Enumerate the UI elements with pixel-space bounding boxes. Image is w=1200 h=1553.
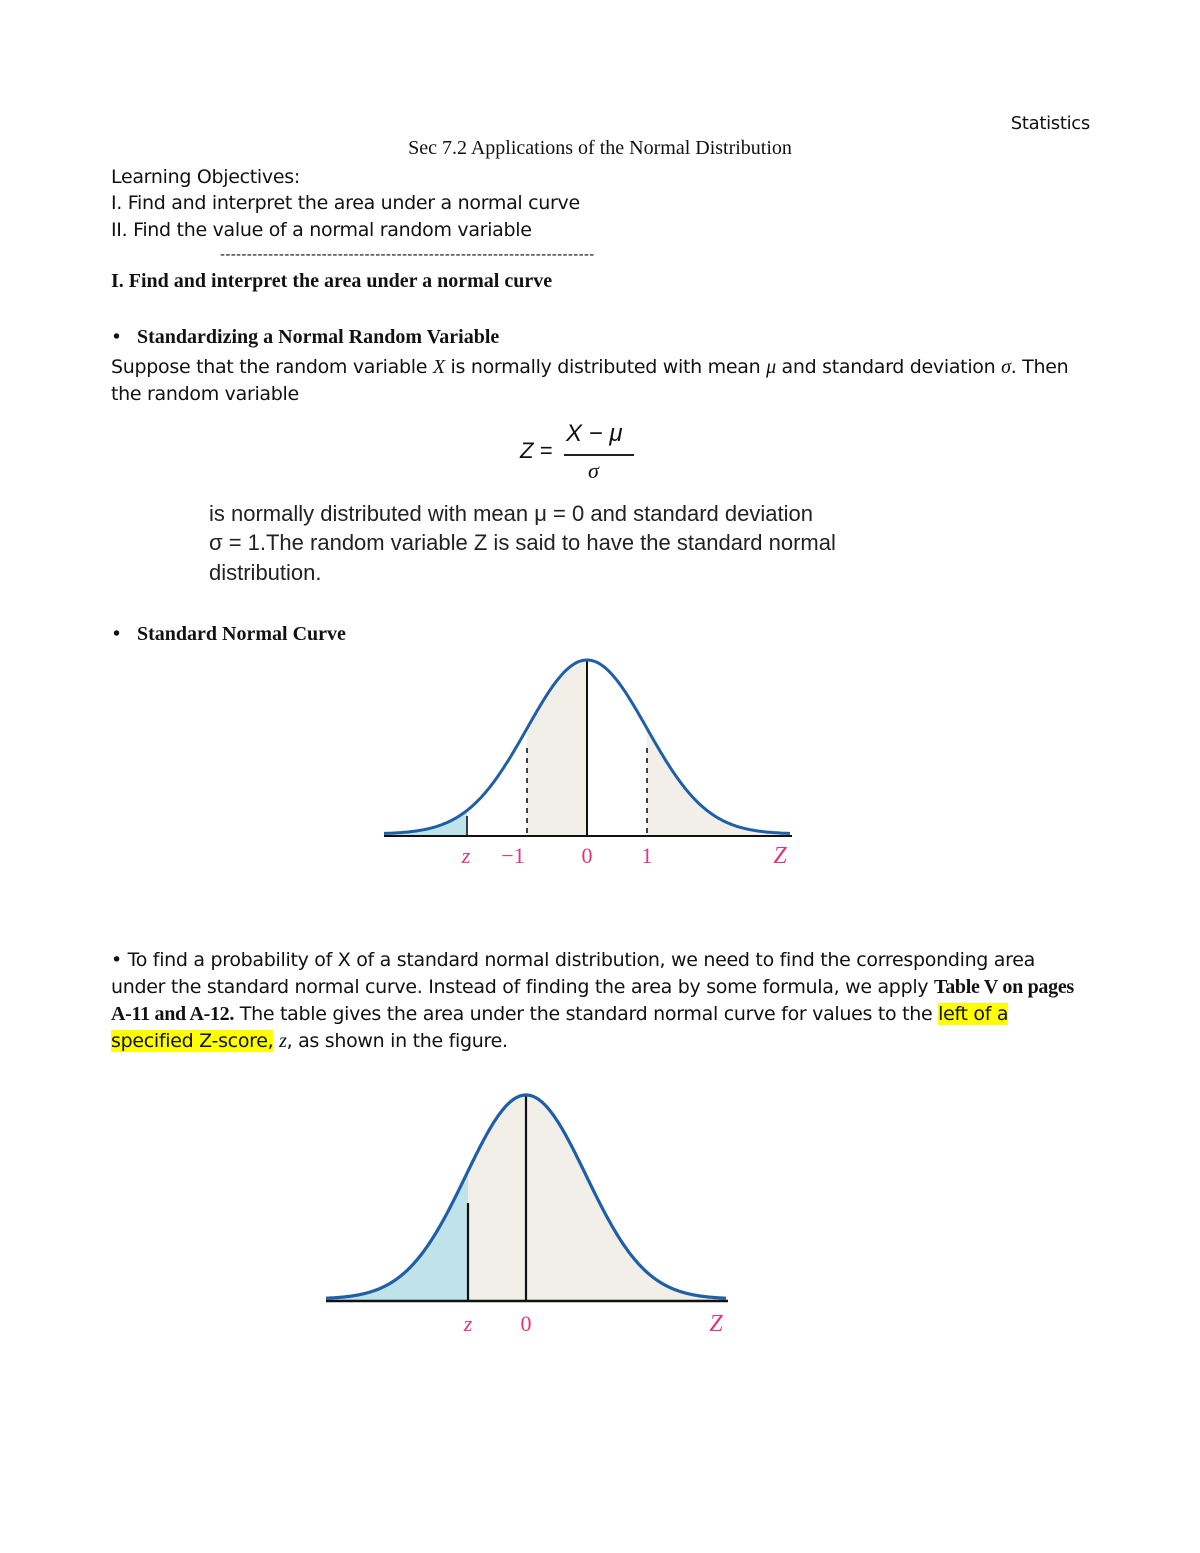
page-title: Sec 7.2 Applications of the Normal Distribution bbox=[408, 137, 792, 159]
bullet-icon: • bbox=[113, 326, 121, 348]
section-heading: I. Find and interpret the area under a normal curve bbox=[111, 270, 553, 292]
objective-item: I. Find and interpret the area under a normal curve bbox=[111, 192, 580, 214]
objectives-heading: Learning Objectives: bbox=[111, 166, 300, 188]
label-zero: 0 bbox=[581, 843, 593, 868]
standard-normal-curve-figure bbox=[380, 650, 800, 875]
result-line: σ = 1.The random variable Z is said to have the standard normal bbox=[209, 530, 836, 555]
objective-item: II. Find the value of a normal random variable bbox=[111, 219, 532, 241]
subsection-heading: Standardizing a Normal Random Variable bbox=[137, 326, 500, 348]
label-Z: Z bbox=[709, 1311, 723, 1337]
bullet-icon: • bbox=[113, 623, 121, 645]
label-one: 1 bbox=[641, 843, 653, 868]
label-Z: Z bbox=[773, 843, 787, 869]
result-line: is normally distributed with mean μ = 0 and standard deviation bbox=[209, 501, 813, 526]
table-paragraph: • To find a probability of X of a standard normal distribution, we need to find the corresponding area under the standard normal curve. Instead of finding the area by some formula, we apply Table V on pages A-11 and A-12. The table gives the area under the standard normal curve for values to the left of a specified Z-score, z, as shown in the figure. bbox=[111, 949, 1074, 1052]
label-zero: 0 bbox=[520, 1311, 532, 1336]
label-z: z bbox=[463, 1311, 473, 1336]
result-line: distribution. bbox=[209, 560, 322, 585]
left-area-curve-figure bbox=[322, 1085, 737, 1345]
formula-lhs: Z = bbox=[520, 438, 553, 463]
subsection-heading: Standard Normal Curve bbox=[137, 623, 346, 645]
formula-denominator: σ bbox=[588, 458, 599, 483]
z-score-formula bbox=[520, 420, 640, 490]
label-z: z bbox=[461, 843, 471, 868]
fraction-bar bbox=[564, 454, 634, 456]
label-minus-one: −1 bbox=[501, 843, 525, 868]
left-area-shading bbox=[326, 1171, 468, 1301]
header-course: Statistics bbox=[1010, 113, 1090, 134]
separator-line: ---------------------------------------------------------------------- bbox=[220, 247, 595, 263]
standardizing-paragraph: Suppose that the random variable X is normally distributed with mean μ and standard deviation σ. Then the random variable bbox=[111, 356, 1069, 405]
formula-numerator: X − μ bbox=[566, 420, 623, 447]
